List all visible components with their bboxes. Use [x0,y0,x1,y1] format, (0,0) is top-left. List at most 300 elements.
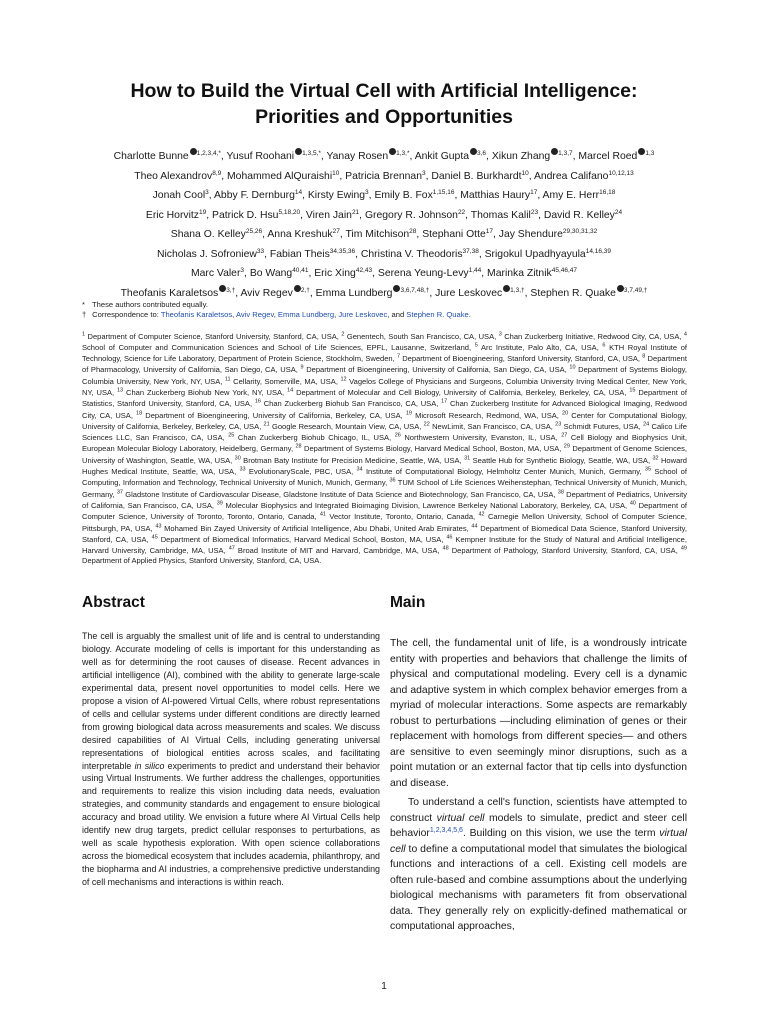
citation-links[interactable]: 1,2,3,4,5,6 [429,827,463,834]
author-name: Tim Mitchison [345,229,410,240]
author [270,249,355,260]
affiliation-text: Department of Statistics, Stanford University, Stanford, CA, USA, [82,388,687,409]
author-name: Serena Yeung-Levy [377,268,469,279]
affiliation-number: 28 [295,443,302,450]
affiliation-text: Department of Systems Biology, Columbia University, New York, NY, USA, [82,365,687,386]
author-name: Yanay Rosen [326,151,389,162]
author-name: Stephani Otte [422,229,486,240]
affiliation-item [264,422,422,431]
affiliation-item [152,535,444,544]
author [267,229,340,240]
author-affiliation-marks: 17 [530,189,538,196]
author-name: Abby F. Dernburg [214,190,295,201]
affiliation-item [229,546,440,555]
affiliation-number: 12 [340,376,347,383]
author-affiliation-marks: 3 [421,169,426,177]
affiliation-number: 10 [569,364,576,371]
affiliation-number: 41 [319,511,326,518]
affiliation-text: Chan Zuckerberg Biohub New York, NY, USA, [126,388,285,397]
affiliation-text: Genentech, South San Francisco, CA, USA, [346,331,497,341]
affiliation-number: 29 [563,443,570,450]
author-affiliation-marks: 10,12,13 [608,169,634,177]
affiliation-number: 20 [562,410,569,417]
p2-a: To understand a cell's function, scientists have attempted to construct [390,797,687,824]
author-line: Charlotte Bunne $^{1,2,3,4,*}$, Yusuf Roohani $^{1,3,5,*}$, Yanay Rosen $^{1,3,*}$, Ankit Gupta $^{3,6}$, Xikun Zhang $^{1,3,7}$, Marcel Roed $^{1,3}$ [113,150,655,162]
author-affiliation-marks: 45,46,47 [551,267,578,274]
affiliation-number: 31 [464,455,471,462]
affiliation-text: Kempner Institute for the Study of Natural and Artificial Intelligence, Harvard University, Cambridge, MA, USA, [82,534,687,556]
affiliation-number: 30 [234,455,241,462]
author-name: Fabian Theis [269,248,330,260]
author [316,288,430,299]
author [578,151,654,162]
author-affiliation-marks: 1,3,* [396,150,410,157]
affiliation-item [443,546,678,555]
author [308,190,369,201]
affiliation-number: 8 [642,353,646,360]
author-affiliation-marks: 3 [240,267,245,274]
affiliation-number: 43 [155,523,162,530]
affiliation-number: 32 [652,455,659,462]
affiliation-text: Department of Bioengineering, University of California, San Diego, CA, USA, [306,365,567,375]
author-name: Charlotte Bunne [113,151,189,162]
orcid-icon[interactable] [470,148,477,155]
abstract-text [82,630,380,889]
affiliation-item [228,433,391,442]
corr-link-regev[interactable]: Aviv Regev [235,310,274,320]
affiliation-number: 24 [643,421,650,428]
author-name: Patricia Brennan [345,170,422,182]
affiliation-text: Vagelos College of Physicians and Surgeons, Columbia University Irving Medical Center, New York, NY, USA, [82,376,687,397]
affiliation-item [341,332,496,341]
affiliation-text: KTH Royal Institute of Technology, Science for Life Laboratory, Department of Protein Science, Stockholm, Sweden, [82,342,687,364]
affiliation-number: 2 [341,331,345,337]
affiliation-text: Department of Systems Biology, Harvard Medical School, Boston, MA, USA, [304,444,562,454]
author-name: Jonah Cool [152,190,206,201]
author-name: Nicholas J. Sofroniew [156,248,257,260]
author-affiliation-marks: 1,44 [468,267,482,274]
affiliation-item [406,411,559,420]
affiliation-number: 7 [396,353,400,360]
author [212,210,300,221]
affiliation-number: 38 [557,489,564,496]
author-affiliation-marks: 23 [530,208,539,216]
affiliation-item [217,501,627,510]
corr-symbol: † [82,310,87,320]
affiliation-number: 49 [680,545,687,552]
author-name: Bo Wang [249,268,293,279]
affiliation-item [475,343,599,352]
author [374,190,454,201]
author-name: Jay Shendure [498,229,563,240]
author [240,288,309,299]
author [499,229,597,240]
affiliation-number: 16 [254,398,261,405]
affiliation-item [464,456,650,465]
affiliation-number: 26 [394,432,401,439]
author-line: Jonah Cool$^3$, Abby F. Dernburg$^{14}$, Kirsty Ewing$^3$, Emily B. Fox$^{1,15,16}$, Matthias Haury$^{17}$, Amy E. Herr$^{16,18}$ [152,189,616,201]
affiliation-text: Northwestern University, Evanston, IL, USA, [404,433,558,443]
author [487,268,577,279]
affiliation-number: 46 [446,534,453,541]
corr-link-leskovec[interactable]: Jure Leskovec [338,310,388,320]
p2-italic-1: virtual cell [436,812,485,824]
author-affiliation-marks: 2,† [300,286,310,294]
author-affiliation-marks: 3 [365,189,369,196]
author-affiliation-marks: 1,3 [645,150,655,157]
author [345,171,425,182]
author-affiliation-marks: 1,3,7 [558,150,573,157]
affiliation-number: 48 [442,545,449,552]
affiliation-text: Google Research, Mountain View, CA, USA, [271,421,422,431]
affiliation-text: Department of Genome Sciences, University of Washington, Seattle, WA, USA, [82,444,687,465]
author [227,151,321,162]
author [492,151,573,162]
affiliation-text: Department of Computer Science, University of Toronto, Toronto, Ontario, Canada, [82,500,687,522]
author [146,210,206,221]
affiliation-text: Cell Biology and Biophysics Unit, European Molecular Biology Laboratory, Heidelberg, Germany, [82,433,687,454]
author-list [74,147,694,303]
author-affiliation-marks: 33 [256,247,265,255]
affiliation-number: 47 [228,545,235,552]
author-line: Nicholas J. Sofroniew$^{33}$, Fabian Theis$^{34,35,36}$, Christina V. Theodoris$^{37,38}$, Srigokul Upadhyayula$^{14,16,39}$ [156,247,612,260]
author-affiliation-marks: 19 [199,208,207,216]
author-line: Theofanis Karaletsos $^{3,\dagger}$, Aviv Regev $^{2,\dagger}$, Emma Lundberg $^{3,6,7,48,\dagger}$, Jure Leskovec $^{1,3,\dagger}$, Stephen R. Quake $^{3,7,49,\dagger}$ [120,286,648,299]
equal-contribution-note [82,300,702,310]
affiliation-number: 27 [561,432,568,439]
affiliation-text: Brotman Baty Institute for Precision Medicine, Seattle, WA, USA, [243,455,462,465]
corr-link-lundberg[interactable]: Emma Lundberg [277,310,335,320]
affiliation-text: Howard Hughes Medical Institute, Seattle, WA, USA, [82,455,687,477]
author-name: Shana O. Kelley [170,229,246,240]
affiliation-number: 44 [471,523,478,530]
affiliation-text: Schmidt Futures, USA, [563,421,641,431]
affiliation-text: Chan Zuckerberg Initiative, Redwood City, CA, USA, [504,331,682,341]
affiliation-text: Molecular Biophysics and Integrated Bioimaging Division, Lawrence Berkeley National Laboratory, Berkeley, CA, USA, [225,500,628,510]
affiliation-text: Department of Biomedical Informatics, Harvard Medical School, Boston, MA, USA, [160,534,444,544]
author-name: Stephen R. Quake [530,287,616,299]
author-name: David R. Kelley [543,209,615,221]
affiliation-item [239,467,353,476]
author-affiliation-marks: 14,16,39 [585,247,612,255]
affiliation-text: Department of Bioengineering, Stanford University, Stanford, CA, USA, [402,354,641,364]
affiliation-number: 19 [405,410,412,417]
affiliation-text: Department of Pediatrics, University of California, San Francisco, CA, USA, [82,489,687,510]
affiliation-item [320,512,475,521]
affiliation-text: Cellarity, Somerville, MA, USA, [233,376,338,386]
affiliation-text: Chan Zuckerberg Institute for Advanced Biological Imaging, Redwood City, CA, USA, [82,399,687,420]
author-name: Daniel B. Burkhardt [431,170,522,182]
author-affiliation-marks: 24 [614,208,623,216]
p2-d: to define a computational model that simulates the biological functions and interactions of a cell. Existing cell models are often rule-based and combine assumptions about the underlying biological mechanisms with parameters fit from observational data. They generally rely on explicitly-defined mathematical or computational approaches, [390,843,687,932]
author [422,229,493,240]
author-name: Andrea Califano [533,170,609,182]
author [543,190,616,201]
corr-end: . [468,310,471,320]
affiliation-text: Broad Institute of MIT and Harvard, Cambridge, MA, USA, [237,546,440,556]
equal-text: These authors contributed equally. [91,300,208,309]
main-paragraph-1: The cell, the fundamental unit of life, is a wondrously intricate entity with properties and behaviors that challenge the limits of physical and computational modeling. Every cell is a dynamic and adaptive system in which complex behavior emerges from a myriad of molecular interactions. Some aspects are remarkably robust to perturbations —including elimination of genes or their replacement with homologs from different species— and others are sensitive to even seemingly minor disruptions, such as a point mutation or an external factor that tip cells into dysfunction and disease. [390,638,687,789]
author-line: Eric Horvitz$^{19}$, Patrick D. Hsu$^{5,18,20}$, Viren Jain$^{21}$, Gregory R. Johnson$^{22}$, Thomas Kalil$^{23}$, David R. Kelley$^{24}$ [145,208,623,221]
author [153,190,209,201]
corr-prefix: Correspondence to: [92,310,159,320]
affiliation-item [301,365,567,374]
author-name: Emily B. Fox [374,190,433,201]
author-affiliation-marks: 42,43 [355,267,373,274]
author-name: Ankit Gupta [414,151,469,162]
p2-c: . Building on this vision, we use the term [462,828,660,839]
author [471,210,538,221]
affiliation-item [155,524,468,533]
affiliation-text: Chan Zuckerberg Biohub Chicago, IL, USA, [237,433,392,443]
affiliation-text: Mohamed Bin Zayed University of Artificial Intelligence, Abu Dhabi, United Arab Emirates, [164,523,469,533]
affiliation-item [424,422,553,431]
author [314,268,372,279]
author-name: Thomas Kalil [470,209,531,221]
orcid-icon[interactable] [190,148,197,155]
author-affiliation-marks: 28 [409,228,417,235]
affiliation-item [117,388,284,397]
affiliation-text: Center for Computational Biology, University of California, Berkeley, Berkeley, CA, USA, [82,410,687,431]
affiliation-text: EvolutionaryScale, PBC, USA, [248,467,354,477]
abstract-heading: Abstract [82,594,145,611]
author-name: Theo Alexandrov [134,170,213,182]
affiliation-number: 33 [239,466,246,473]
author-name: Eric Horvitz [145,209,200,221]
affiliation-text: Department of Biomedical Data Science, Stanford University, Stanford, CA, USA, [82,523,687,544]
author [435,288,524,299]
affiliation-item [82,332,339,341]
author [306,210,359,221]
author-affiliation-marks: 3,6,7,48,† [400,286,430,294]
affiliation-number: 18 [136,410,143,417]
author-name: Mohammed AlQuraishi [227,170,333,182]
affiliation-text: Institute of Computational Biology, Helmholtz Center Munich, Munich, Germany, [365,467,642,477]
author [431,171,528,182]
author [157,249,264,260]
author-name: Marinka Zitnik [487,268,552,279]
author-name: Christina V. Theodoris [360,248,463,260]
author-affiliation-marks: 10 [332,169,340,177]
affiliations [82,330,687,566]
author [191,268,244,279]
affiliation-number: 17 [441,398,448,405]
main-paragraph-2 [390,795,687,935]
author-affiliation-marks: 25,26 [245,228,263,235]
author-name: Theofanis Karaletsos [120,287,219,299]
author-name: Eric Xing [314,268,356,279]
author-affiliation-marks: 40,41 [292,267,309,274]
equal-symbol: * [82,300,85,309]
author-affiliation-marks: 5,18,20 [278,208,301,216]
author [345,229,416,240]
author-name: Srigokul Upadhyayula [484,248,586,260]
main-text [390,636,687,935]
affiliation-item [397,354,640,363]
p2-italic-2: virtual cell [390,828,687,855]
author-line: Shana O. Kelley$^{25,26}$, Anna Kreshuk$^{27}$, Tim Mitchison$^{28}$, Stephani Otte$^{17}$, Jay Shendure$^{29,30,31,32}$ [170,228,598,240]
author [121,288,236,299]
author-name: Emma Lundberg [315,287,393,299]
affiliation-text: Department of Computer Science, Stanford University, Stanford, CA, USA, [87,331,339,341]
author-name: Gregory R. Johnson [364,209,458,221]
affiliation-number: 4 [683,331,687,337]
affiliation-item [117,490,556,499]
affiliation-item [295,444,561,453]
affiliation-number: 14 [287,387,294,394]
orcid-icon[interactable] [617,285,624,292]
author-name: Jure Leskovec [435,287,503,299]
affiliation-number: 35 [644,466,652,473]
affiliation-number: 21 [263,421,270,428]
affiliation-text: School of Computing, Information and Technology, Technical University of Munich, Munich, Germany, [82,467,687,488]
affiliation-number: 6 [602,342,606,349]
author [361,249,479,260]
affiliation-number: 34 [356,466,363,473]
affiliation-text: Department of Molecular and Cell Biology, University of California, Berkeley, Berkeley, CA, USA, [296,388,627,397]
author-name: Matthias Haury [460,190,531,201]
author-affiliation-marks: 1,15,16 [432,189,455,196]
affiliation-number: 1 [82,331,86,337]
affiliation-number: 25 [228,432,235,439]
affiliation-number: 36 [389,477,396,484]
affiliation-text: Calico Life Sciences LLC, San Francisco, CA, USA, [82,421,687,443]
author [460,190,537,201]
affiliation-text: Microsoft Research, Redmond, WA, USA, [415,410,559,420]
affiliation-number: 22 [423,421,430,428]
affiliation-text: Department of Applied Physics, Stanford University, Stanford, CA, USA. [82,555,322,565]
author-affiliation-marks: 3 [205,189,209,196]
author [227,171,339,182]
abstract-italic: in silico [134,760,165,771]
affiliation-item [136,411,403,420]
abstract-text-b: experiments to predict and understand their behavior using Virtual Instruments. We further address the challenges, opportunities and requirements to realize this vision including data needs, evaluation strategies, and community standards and engagement to ensure biological accuracy and broad utility. We envision a future where AI Virtual Cells help identify new drug targets, predict cellular responses to perturbations, as well as scale hypothesis exploration. With open science collaborations across the biomedical ecosystem that includes academia, philanthropy, and the biopharma and AI industries, a comprehensive predictive understanding of cell mechanisms and interactions is within reach. [82,760,380,888]
author [485,249,611,260]
affiliation-item [357,467,642,476]
affiliation-item [255,399,439,408]
author-affiliation-marks: 3,† [226,286,236,294]
author [250,268,309,279]
author-name: Anna Kreshuk [267,229,333,240]
author [365,210,465,221]
footnotes [82,300,702,320]
affiliation-text: Vector Institute, Toronto, Ontario, Canada, [329,512,476,522]
affiliation-text: Arc Institute, Palo Alto, CA, USA, [480,342,599,352]
affiliation-text: Chan Zuckerberg Biohub San Francisco, CA, USA, [263,399,439,409]
orcid-icon[interactable] [294,285,301,292]
author-name: Amy E. Herr [542,190,600,201]
author-name: Xikun Zhang [491,151,551,162]
author-affiliation-marks: 10 [521,169,529,177]
author-name: Marcel Roed [578,151,638,162]
author-name: Aviv Regev [240,287,293,299]
author-affiliation-marks: 14 [294,189,303,196]
affiliation-text: Department of Bioengineering, University of California, Berkeley, CA, USA, [145,410,403,420]
author-affiliation-marks: 1,3,5,* [302,150,321,157]
author-name: Kirsty Ewing [307,190,366,201]
correspondence-note: † Correspondence to: Theofanis Karaletsos, Aviv Regev, Emma Lundberg, Jure Leskovec, and Stephen R. Quake. [82,310,471,320]
affiliation-number: 9 [300,364,304,371]
affiliation-item [499,332,682,341]
corr-and: , and [387,310,405,320]
author [134,171,221,182]
page-number: 1 [381,981,387,992]
corr-link-quake[interactable]: Stephen R. Quake [406,310,469,320]
author-name: Patrick D. Hsu [212,209,279,221]
author [530,288,647,299]
affiliation-text: Carnegie Mellon University, School of Computer Science, Pittsburgh, PA, USA, [82,512,687,533]
author-line: Theo Alexandrov$^{8,9}$, Mohammed AlQuraishi$^{10}$, Patricia Brennan$^3$, Daniel B. Burkhardt$^{10}$, Andrea Califano$^{10,12,13}$ [134,169,634,182]
affiliation-number: 40 [629,500,636,507]
author [544,210,622,221]
affiliation-number: 45 [151,534,158,541]
affiliation-number: 23 [555,421,562,428]
author-affiliation-marks: 1,3,† [510,286,525,294]
author-name: Yusuf Roohani [226,151,295,162]
author-affiliation-marks: 37,38 [462,247,479,255]
paper-title [60,78,708,130]
affiliation-text: Seattle Hub for Synthetic Biology, Seattle, WA, USA, [472,455,651,465]
author-affiliation-marks: 22 [457,208,466,216]
affiliation-number: 13 [117,387,124,394]
affiliation-item [235,456,462,465]
affiliation-item [225,377,338,386]
author-affiliation-marks: 3,7,49,† [623,286,648,294]
abstract-text-a: The cell is arguably the smallest unit of life and is central to understanding biology. Accurate modeling of cells is important for this understanding as well as for determining the root causes of disease. Recent advances in artificial intelligence (AI), combined with the ability to generate large-scale experimental data, present novel opportunities to model cells. Here we propose a vision of AI-powered Virtual Cells, where robust representations of cells and cellular systems under different conditions are directly learned from growing biological data across measurements and scales. We discuss desired capabilities of AI Virtual Cells, including generating universal representations of biological entities across scales, and facilitating interpretable [82,631,380,771]
author-affiliation-marks: 1,2,3,4,* [196,150,221,157]
affiliation-item [555,422,641,431]
affiliation-text: Gladstone Institute of Cardiovascular Disease, Gladstone Institute of Data Science and Biotechnology, San Francisco, CA, USA, [125,489,556,499]
author-affiliation-marks: 27 [332,228,340,235]
author [534,171,634,182]
author-affiliation-marks: 34,35,36 [329,247,356,255]
affiliation-number: 15 [629,387,636,394]
affiliation-number: 37 [116,489,123,496]
affiliation-item [395,433,558,442]
affiliation-text: NewLimit, San Francisco, CA, USA, [432,421,553,431]
author [327,151,410,162]
affiliation-text: TUM School of Life Sciences Weihenstephan, Technical University of Munich, Munich, Germany, [82,478,687,499]
author-name: Viren Jain [305,209,352,221]
affiliation-text: Department of Pharmacology, University of California, San Diego, CA, USA, [82,354,687,375]
affiliation-text: Department of Pathology, Stanford University, Stanford, CA, USA, [451,546,678,556]
affiliation-text: School of Computer and Communication Sciences and School of Life Sciences, EPFL, Lausanne, Switzerland, [82,342,472,352]
affiliation-number: 5 [474,342,478,349]
affiliation-number: 11 [224,376,231,383]
author-affiliation-marks: 29,30,31,32 [562,228,598,235]
author [378,268,481,279]
author [415,151,486,162]
author [114,151,221,162]
author-affiliation-marks: 16,18 [599,189,616,196]
p2-b: models to simulate, predict and steer cell behavior [390,812,687,839]
main-heading: Main [390,594,426,611]
affiliation-number: 3 [498,331,502,337]
author-line: Marc Valer$^3$, Bo Wang$^{40,41}$, Eric Xing$^{42,43}$, Serena Yeung-Levy$^{1,44}$, Marinka Zitnik$^{45,46,47}$ [190,267,578,279]
affiliation-item [287,388,626,397]
title-line-2: Priorities and Opportunities [255,106,513,128]
author-affiliation-marks: 17 [485,228,493,235]
affiliation-number: 39 [216,500,223,507]
title-line-1: How to Build the Virtual Cell with Artificial Intelligence: [130,80,638,102]
author-name: Marc Valer [190,268,241,279]
affiliation-number: 42 [478,511,485,518]
author-affiliation-marks: 3,6 [477,150,487,157]
author-affiliation-marks: 8,9 [212,169,222,177]
author [171,229,262,240]
author-affiliation-marks: 21 [351,208,360,216]
corr-link-karaletsos[interactable]: Theofanis Karaletsos [160,310,233,320]
